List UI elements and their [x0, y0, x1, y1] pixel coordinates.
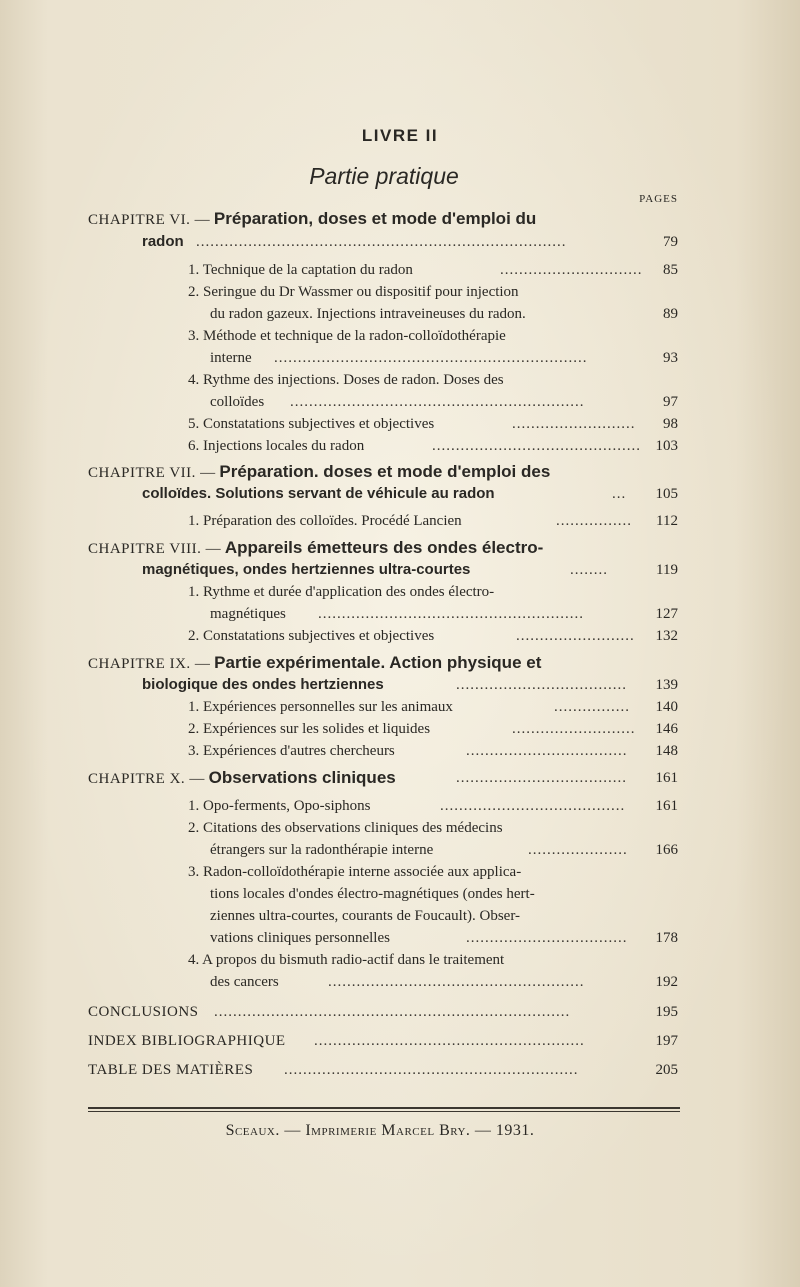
chapter-label: CHAPITRE VII. — [88, 465, 216, 481]
page-number: 205 [655, 1062, 678, 1078]
section-title: 1. Préparation des colloïdes. Procédé Lancien [188, 513, 462, 529]
section-title: 2. Expériences sur les solides et liquides [188, 721, 431, 737]
toc-entry: colloïdes. Solutions servant de véhicule au radon ... 105 [0, 483, 800, 505]
page-number: 89 [663, 306, 678, 322]
section-title: 3. Expériences d'autres chercheurs [188, 743, 395, 759]
printer-imprint: Sceaux. — Imprimerie Marcel Bry. — 1931. [225, 1122, 535, 1139]
page-number: 146 [655, 721, 678, 737]
book-title: LIVRE II [361, 126, 439, 145]
section-title: 1. Expériences personnelles sur les animaux [188, 699, 453, 715]
page-number: 105 [655, 486, 678, 502]
page-number: 161 [655, 798, 678, 814]
page-number: 166 [655, 842, 678, 858]
toc-entry: TABLE DES MATIÈRES .............................................................. 205 [0, 1059, 800, 1081]
page-number: 178 [655, 930, 678, 946]
toc-entry [0, 325, 800, 347]
section-title: colloïdes [210, 394, 265, 410]
back-matter-title: TABLE DES MATIÈRES [88, 1062, 254, 1078]
section-title: 1. Opo-ferments, Opo-siphons [188, 798, 371, 814]
footer-rule [88, 1111, 680, 1112]
page-number: 197 [655, 1033, 678, 1049]
chapter-heading [0, 652, 800, 674]
page-number: 112 [656, 513, 678, 529]
toc-entry: 2. Constatations subjectives et objectives ......................... 132 [0, 625, 800, 647]
chapter-heading [0, 537, 800, 559]
toc-entry [0, 817, 800, 839]
chapter-label: CHAPITRE VI. — [88, 212, 211, 228]
toc-entry: interne .................................................................. 93 [0, 347, 800, 369]
chapter-title: Appareils émetteurs des ondes électro- [224, 538, 544, 557]
toc-entry [0, 949, 800, 971]
toc-entry: radon .............................................................................. 79 [0, 231, 800, 253]
toc-entry: 1. Expériences personnelles sur les animaux ................ 140 [0, 696, 800, 718]
section-title: 6. Injections locales du radon [188, 438, 365, 454]
page-number: 192 [655, 974, 678, 990]
page-number: 85 [663, 262, 678, 278]
section-title: 3. Radon-colloïdothérapie interne associée aux applica- [188, 864, 522, 880]
toc-entry: 2. Expériences sur les solides et liquides .......................... 146 [0, 718, 800, 740]
section-title: 2. Constatations subjectives et objectives [188, 628, 435, 644]
chapter-title: radon [142, 233, 184, 250]
page-number: 119 [656, 562, 678, 578]
chapter-title: Préparation. doses et mode d'emploi des [219, 462, 551, 481]
page-number: 93 [663, 350, 678, 366]
toc-entry [0, 369, 800, 391]
section-title: magnétiques [210, 606, 286, 622]
page-number: 132 [655, 628, 678, 644]
page-number: 98 [663, 416, 678, 432]
toc-entry: vations cliniques personnelles .................................. 178 [0, 927, 800, 949]
chapter-heading [0, 461, 800, 483]
section-title: ziennes ultra-courtes, courants de Foucault). Obser- [210, 908, 521, 924]
chapter-heading: CHAPITRE X. — Observations cliniques .................................... 161 [88, 768, 678, 787]
section-title: 3. Méthode et technique de la radon-colloïdothérapie [188, 328, 506, 344]
toc-entry: étrangers sur la radonthérapie interne ..................... 166 [0, 839, 800, 861]
back-matter-title: INDEX BIBLIOGRAPHIQUE [88, 1033, 286, 1049]
chapter-label: CHAPITRE IX. — [88, 656, 211, 672]
page-number: 161 [655, 770, 678, 786]
toc-entry: biologique des ondes hertziennes .................................... 139 [0, 674, 800, 696]
toc-entry [0, 281, 800, 303]
pages-column-label: PAGES [639, 193, 678, 205]
toc-entry [0, 581, 800, 603]
toc-entry: 6. Injections locales du radon ............................................ 103 [0, 435, 800, 457]
toc-entry: 3. Expériences d'autres chercheurs .................................. 148 [0, 740, 800, 762]
section-title: tions locales d'ondes électro-magnétiques (ondes hert- [210, 886, 535, 902]
chapter-label: CHAPITRE VIII. — [88, 541, 222, 557]
section-title: 1. Technique de la captation du radon [188, 262, 413, 278]
toc-entry: magnétiques, ondes hertziennes ultra-courtes ........ 119 [0, 559, 800, 581]
section-title: des cancers [210, 974, 279, 990]
chapter-label: CHAPITRE X. — [88, 771, 205, 787]
section-title: vations cliniques personnelles [210, 930, 390, 946]
toc-entry [0, 883, 800, 905]
page-number: 97 [663, 394, 678, 410]
page-number: 139 [655, 677, 678, 693]
chapter-title: magnétiques, ondes hertziennes ultra-courtes [142, 561, 471, 578]
toc-entry: colloïdes .............................................................. 97 [0, 391, 800, 413]
toc-entry: magnétiques ........................................................ 127 [0, 603, 800, 625]
toc-entry [0, 861, 800, 883]
toc-entry: INDEX BIBLIOGRAPHIQUE ......................................................... 197 [0, 1030, 800, 1052]
chapter-title: Observations cliniques [208, 768, 396, 787]
chapter-title: Préparation, doses et mode d'emploi du [213, 209, 537, 228]
page-number: 195 [655, 1004, 678, 1020]
page-number: 103 [655, 438, 678, 454]
section-title: 2. Seringue du Dr Wassmer ou dispositif pour injection [188, 284, 519, 300]
page-number: 148 [655, 743, 678, 759]
toc-entry: 1. Opo-ferments, Opo-siphons ....................................... 161 [0, 795, 800, 817]
section-title: interne [210, 350, 252, 366]
back-matter-title: CONCLUSIONS [88, 1004, 199, 1020]
toc-entry: 1. Préparation des colloïdes. Procédé Lancien ................ 112 [0, 510, 800, 532]
toc-entry [0, 303, 800, 325]
chapter-title: Partie expérimentale. Action physique et [214, 653, 542, 672]
section-title: 2. Citations des observations cliniques des médecins [188, 820, 503, 836]
footer-rule [88, 1107, 680, 1109]
page-number: 79 [663, 234, 678, 250]
toc-entry: des cancers ...................................................... 192 [0, 971, 800, 993]
part-title: Partie pratique [309, 163, 459, 189]
toc-entry [0, 905, 800, 927]
chapter-heading [0, 208, 800, 230]
section-title: 4. Rythme des injections. Doses de radon. Doses des [188, 372, 504, 388]
section-title: 5. Constatations subjectives et objectives [188, 416, 435, 432]
toc-entry: 1. Technique de la captation du radon .............................. 85 [0, 259, 800, 281]
chapter-title: biologique des ondes hertziennes [142, 676, 384, 693]
section-title: étrangers sur la radonthérapie interne [210, 842, 434, 858]
page-number: 140 [655, 699, 678, 715]
section-title: 4. A propos du bismuth radio-actif dans le traitement [188, 952, 505, 968]
section-title: 1. Rythme et durée d'application des ondes électro- [188, 584, 495, 600]
section-title: du radon gazeux. Injections intraveineuses du radon. [210, 306, 526, 322]
toc-entry: 5. Constatations subjectives et objectives .......................... 98 [0, 413, 800, 435]
page-number: 127 [655, 606, 678, 622]
toc-entry: CONCLUSIONS ........................................................................... 195 [0, 1001, 800, 1023]
chapter-title: colloïdes. Solutions servant de véhicule au radon [142, 485, 495, 502]
